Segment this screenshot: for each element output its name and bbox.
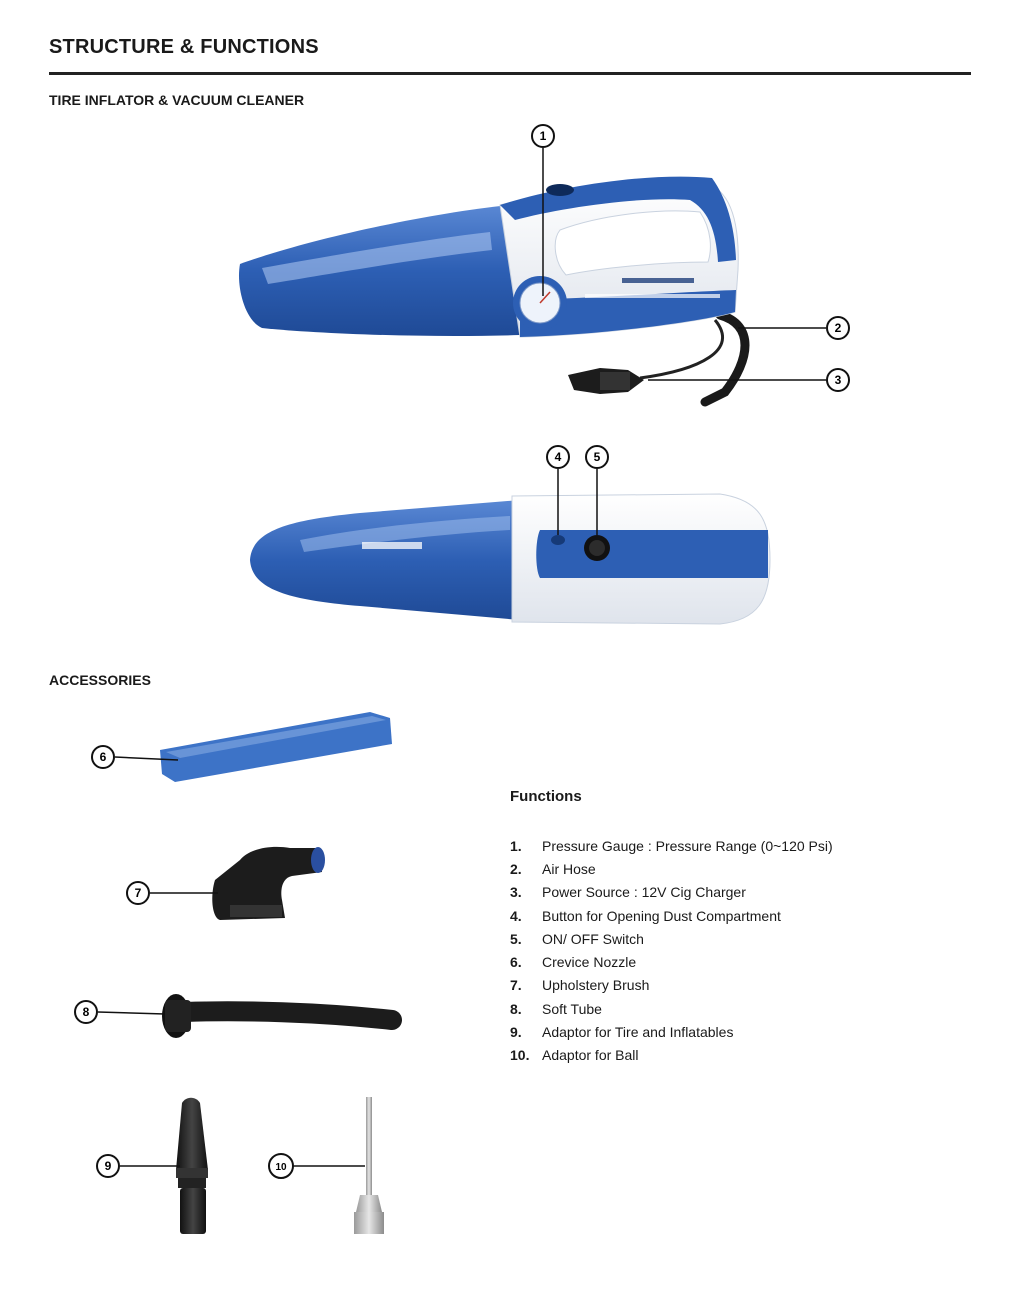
section-title-device: TIRE INFLATOR & VACUUM CLEANER (49, 92, 305, 108)
vacuum-side-view (239, 177, 745, 402)
function-number: 8. (510, 1000, 522, 1017)
functions-list (510, 834, 833, 1067)
section-title-accessories: ACCESSORIES (49, 672, 151, 688)
svg-text:9: 9 (104, 1159, 112, 1173)
function-item-4 (510, 904, 833, 927)
top-blue-band (536, 530, 768, 578)
callout-marker-8 (75, 1001, 97, 1023)
function-text: Power Source : 12V Cig Charger (542, 884, 746, 901)
callout-marker-1 (532, 125, 554, 147)
callout-marker-9 (97, 1155, 119, 1177)
function-text: Soft Tube (542, 1000, 602, 1017)
svg-text:8: 8 (82, 1005, 90, 1019)
callout-marker-2 (827, 317, 849, 339)
functions-title: Functions (510, 788, 582, 805)
function-text: ON/ OFF Switch (542, 930, 644, 947)
function-text: Button for Opening Dust Compartment (542, 907, 781, 924)
callout-marker-5 (586, 446, 608, 468)
page-title: STRUCTURE & FUNCTIONS (49, 36, 319, 58)
svg-text:5: 5 (593, 450, 601, 464)
function-number: 2. (510, 860, 522, 877)
soft-tube (162, 994, 392, 1038)
function-item-2 (510, 857, 833, 880)
function-item-3 (510, 881, 833, 904)
svg-text:1: 1 (539, 129, 547, 143)
svg-text:4: 4 (554, 450, 562, 464)
function-item-8 (510, 997, 833, 1020)
function-text: Crevice Nozzle (542, 954, 637, 971)
vacuum-top-view (250, 494, 770, 624)
callout-marker-10 (269, 1154, 293, 1178)
upholstery-brush (212, 847, 325, 920)
cig-plug-body (600, 372, 630, 390)
function-number: 1. (510, 837, 522, 854)
callout-marker-7 (127, 882, 149, 904)
function-item-10 (510, 1044, 833, 1067)
svg-text:3: 3 (834, 373, 842, 387)
function-item-7 (510, 974, 833, 997)
function-number: 3. (510, 884, 522, 901)
svg-text:2: 2 (834, 321, 842, 335)
power-cord (640, 320, 723, 378)
callout-marker-3 (827, 369, 849, 391)
svg-text:7: 7 (134, 886, 142, 900)
function-number: 7. (510, 977, 522, 994)
svg-text:10: 10 (275, 1162, 287, 1173)
function-item-6 (510, 950, 833, 973)
function-number: 10. (510, 1047, 530, 1064)
function-item-1 (510, 834, 833, 857)
function-item-9 (510, 1020, 833, 1043)
function-number: 9. (510, 1024, 522, 1041)
function-item-5 (510, 927, 833, 950)
function-text: Adaptor for Ball (542, 1047, 639, 1064)
function-number: 4. (510, 907, 522, 924)
callout-marker-4 (547, 446, 569, 468)
function-text: Pressure Gauge : Pressure Range (0~120 Psi) (542, 837, 833, 854)
function-text: Adaptor for Tire and Inflatables (542, 1024, 734, 1041)
svg-text:6: 6 (99, 750, 107, 764)
tire-adaptor (176, 1098, 208, 1234)
dust-release-button-icon (551, 535, 565, 545)
callout-marker-6 (92, 746, 114, 768)
function-number: 5. (510, 930, 522, 947)
function-number: 6. (510, 954, 522, 971)
function-text: Upholstery Brush (542, 977, 650, 994)
function-text: Air Hose (542, 860, 596, 877)
